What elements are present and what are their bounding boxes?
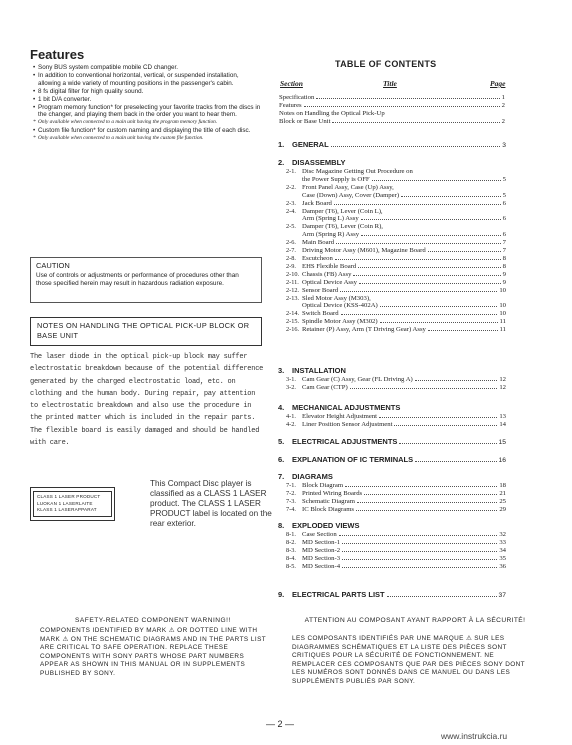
toc-entry <box>278 384 506 392</box>
dot-leader <box>334 204 501 205</box>
toc-entry <box>278 531 506 539</box>
toc-entry-title: the Power Supply is OFF <box>302 175 370 183</box>
toc-entry <box>278 295 506 303</box>
toc-entry-title: Sled Motor Assy (M303), <box>302 294 371 302</box>
toc-entry <box>278 287 506 295</box>
toc-entry-title: Chassis (FB) Assy <box>302 270 352 278</box>
toc-entry-title: Schematic Diagram <box>302 497 355 505</box>
toc-entry <box>278 539 506 547</box>
toc-section-title: EXPLODED VIEWS <box>292 521 360 530</box>
toc-entry <box>278 482 506 490</box>
toc-entry-number: 2-15. <box>286 318 300 326</box>
dot-leader <box>353 275 500 276</box>
toc-entry <box>278 231 506 239</box>
toc-section-number: 4. <box>278 403 285 412</box>
safety-warning-title-fr: ATTENTION AU COMPOSANT AYANT RAPPORT À LA SÉCURITÉ! <box>304 617 526 624</box>
toc-entry-number: 2-3. <box>286 199 296 207</box>
toc-entry-title: Front Panel Assy, Case (Up) Assy, <box>302 183 394 191</box>
toc-section <box>278 521 506 571</box>
laser-label-line: LUOKAN 1 LASERLAITE <box>37 500 93 506</box>
dot-leader <box>372 180 501 181</box>
toc-entry-page: 5 <box>502 175 506 183</box>
dot-leader <box>428 330 498 331</box>
bullet: • <box>33 127 36 135</box>
dot-leader <box>335 259 501 260</box>
dot-leader <box>361 235 501 236</box>
toc-section-heading <box>278 455 506 465</box>
toc-section-title: DIAGRAMS <box>292 472 333 481</box>
toc-entry <box>278 318 506 326</box>
bullet: • <box>33 87 36 95</box>
toc-section <box>278 455 506 465</box>
dot-leader <box>380 322 498 323</box>
toc-entry-number: 2-16. <box>286 326 300 334</box>
toc-section-heading <box>278 158 506 168</box>
toc-entry <box>278 192 506 200</box>
toc-entry-title: Optical Device (KSS-402A) <box>302 302 378 310</box>
dot-leader <box>342 551 497 552</box>
dot-leader <box>364 494 497 495</box>
toc-entry <box>278 168 506 176</box>
toc-entry-number: 8-3. <box>286 546 296 554</box>
watermark-url: www.instrukcia.ru <box>441 731 508 741</box>
toc-entry-number: 2-6. <box>286 239 296 247</box>
toc-entry-page: 12 <box>499 376 506 383</box>
toc-entry <box>278 239 506 247</box>
toc-section-page: 15 <box>498 439 506 446</box>
dot-leader <box>336 243 501 244</box>
toc-entry-title: IC Block Diagrams <box>302 505 355 513</box>
feature-item <box>33 88 263 96</box>
toc-section-number: 7. <box>278 472 285 481</box>
toc-entry <box>278 200 506 208</box>
toc-entry <box>279 94 505 102</box>
dot-leader <box>342 559 497 560</box>
toc-section <box>278 403 506 429</box>
toc-section-number: 3. <box>278 366 285 375</box>
laser-class-text: This Compact Disc player is classified as a CLASS 1 LASER product. The CLASS 1 LASER PRODUCT label is located on the rear exterior. <box>150 479 272 528</box>
toc-entry-title: Damper (T6), Lever (Coin R), <box>302 223 383 231</box>
toc-entry-page: 10 <box>499 302 506 310</box>
toc-section-heading <box>278 403 506 413</box>
toc-entry-title: Specification <box>279 94 315 101</box>
toc-entry-number: 2-5. <box>286 223 296 231</box>
toc-entry-title: Cam Gear (CTP) <box>302 383 348 391</box>
caution-heading: CAUTION <box>36 261 70 270</box>
toc-entry-title: Features <box>279 101 302 109</box>
toc-entry <box>278 263 506 271</box>
bullet: • <box>33 64 36 71</box>
toc-section-title: GENERAL <box>292 140 329 149</box>
toc-entry-title: Liner Position Sensor Adjustment <box>302 420 393 428</box>
feature-item <box>33 135 263 143</box>
toc-entry-page: 2 <box>501 101 505 109</box>
toc-entry-page: 14 <box>499 420 506 428</box>
feature-text: In addition to conventional horizontal, vertical, or suspended installation, allowing a wide variety of mounting positions in the passenger's cabin. <box>38 71 239 87</box>
dot-leader <box>332 122 499 123</box>
toc-entry-title: Jack Board <box>302 199 332 207</box>
toc-entry-page: 6 <box>502 215 506 223</box>
toc-entry-page: 9 <box>502 278 506 286</box>
toc-section-heading <box>278 366 506 376</box>
toc-section-number: 2. <box>278 158 285 167</box>
toc-entry-page: 7 <box>502 239 506 247</box>
toc-entry-number: 7-3. <box>286 497 296 505</box>
toc-entry <box>279 118 505 126</box>
toc-entry-number: 2-1. <box>286 168 296 175</box>
toc-entry-title: MD Section-3 <box>302 554 341 562</box>
toc-entry-number: 7-1. <box>286 482 296 489</box>
toc-entry-number: 2-11. <box>286 278 299 286</box>
toc-entry-title: Arm (Spring R) Assy <box>302 231 360 239</box>
toc-entry-number: 3-1. <box>286 376 296 383</box>
toc-section-page: 16 <box>498 457 506 464</box>
toc-section <box>278 158 506 334</box>
safety-warning-title: SAFETY-RELATED COMPONENT WARNING!! <box>75 617 231 624</box>
toc-entry-title: Block or Base Unit <box>279 117 331 125</box>
toc-entry-page: 21 <box>499 489 506 497</box>
dot-leader <box>359 283 501 284</box>
toc-entry <box>278 547 506 555</box>
safety-warning-text-fr: LES COMPOSANTS IDENTIFIÉS PAR UNE MARQUE ⚠ SUR LES DIAGRAMMES SCHÉMATIQUES ET LA LISTE DES PIÈCES SONT CRITIQUES POUR LA SÉCURITÉ DE FONCTIONNEMENT. NE REMPLACER CES COMPOSANTS QUE PAR DES PIÈCES SONY DONT LES NUMÉROS SONT DONNÉS DANS CE MANUEL OU DANS LES SUPPLÉMENTS PUBLIÉS PAR SONY. <box>292 635 525 685</box>
toc-section-title: ELECTRICAL PARTS LIST <box>292 590 385 599</box>
toc-entry-page: 13 <box>499 413 506 420</box>
dot-leader <box>415 461 496 462</box>
toc-entry-page: 35 <box>499 554 506 562</box>
toc-entry-page: 9 <box>502 270 506 278</box>
toc-entry-title: Printed Wiring Boards <box>302 489 363 497</box>
toc-entry-title: Block Diagram <box>302 482 344 489</box>
toc-entry-page: 11 <box>499 326 506 334</box>
toc-section-number: 5. <box>278 437 285 446</box>
dot-leader <box>394 425 497 426</box>
toc-entry <box>278 498 506 506</box>
toc-entry-number: 4-1. <box>286 413 296 420</box>
caution-box <box>30 257 262 303</box>
toc-entry-number: 4-2. <box>286 420 296 428</box>
toc-entry <box>278 176 506 184</box>
dot-leader <box>401 196 501 197</box>
toc-entry-title: Elevator Height Adjustment <box>302 413 378 420</box>
toc-entry <box>278 421 506 429</box>
dot-leader <box>342 543 497 544</box>
toc-section <box>278 366 506 392</box>
toc-entry-page: 8 <box>502 254 506 262</box>
toc-entry-page: 1 <box>501 94 505 101</box>
toc-entry <box>278 255 506 263</box>
toc-entry-number: 2-14. <box>286 310 300 318</box>
dot-leader <box>399 443 496 444</box>
toc-column-title: Title <box>383 79 397 88</box>
dot-leader <box>339 535 498 536</box>
toc-section-heading <box>278 140 506 150</box>
bullet: • <box>33 95 36 103</box>
toc-section-number: 1. <box>278 140 285 149</box>
feature-item <box>33 127 263 135</box>
dot-leader <box>304 106 500 107</box>
toc-entry <box>278 184 506 192</box>
toc-section-heading <box>278 590 506 600</box>
dot-leader <box>345 486 497 487</box>
toc-entry <box>279 102 505 110</box>
dot-leader <box>316 98 499 99</box>
bullet: • <box>33 71 36 79</box>
toc-entry-title: Optical Device Assy <box>302 278 357 286</box>
toc-entry-number: 2-10. <box>286 270 300 278</box>
toc-section-page: 37 <box>498 592 506 599</box>
laser-label-line: CLASS 1 LASER PRODUCT <box>37 494 101 499</box>
toc-entry-number: 3-2. <box>286 383 296 391</box>
toc-entry <box>279 110 505 118</box>
toc-entry-title: EHS Flexible Board <box>302 262 357 270</box>
toc-entry-title: Spindle Motor Assy (M302) <box>302 318 378 326</box>
bullet: * <box>33 135 36 142</box>
toc-section-title: INSTALLATION <box>292 366 346 375</box>
toc-section-page: 3 <box>502 142 506 149</box>
toc-section <box>278 140 506 150</box>
toc-entry <box>278 555 506 563</box>
toc-section-title: EXPLANATION OF IC TERMINALS <box>292 455 414 464</box>
dot-leader <box>357 502 497 503</box>
toc-entry-page: 29 <box>499 505 506 513</box>
toc-entry <box>278 506 506 514</box>
toc-entry-number: 2-13. <box>286 294 300 302</box>
toc-entry <box>278 563 506 571</box>
toc-entry-title: Escutcheon <box>302 254 333 262</box>
dot-leader <box>340 291 497 292</box>
toc-entry-page: 6 <box>502 199 506 207</box>
toc-section-title: ELECTRICAL ADJUSTMENTS <box>292 437 398 446</box>
toc-entry-number: 2-4. <box>286 207 296 215</box>
toc-section-heading <box>278 472 506 482</box>
toc-entry-number: 2-2. <box>286 183 296 191</box>
toc-entry <box>278 413 506 421</box>
toc-intro-list <box>279 94 505 126</box>
toc-entry-page: 36 <box>499 562 506 570</box>
toc-entry-number: 2-12. <box>286 286 300 294</box>
toc-entry <box>278 326 506 334</box>
dot-leader <box>341 314 498 315</box>
laser-class-label <box>30 487 115 521</box>
feature-text: 8 fs digital filter for high quality sound. <box>38 87 144 95</box>
toc-entry <box>278 208 506 216</box>
feature-text: Sony BUS system compatible mobile CD changer. <box>38 64 178 71</box>
feature-text: Only available when connected to a main unit having the custom file function. <box>38 135 204 142</box>
toc-entry-title: MD Section-1 <box>302 538 341 546</box>
toc-entry-page: 18 <box>499 482 506 489</box>
toc-entry-page: 12 <box>499 383 506 391</box>
dot-leader <box>356 510 497 511</box>
toc-entry-number: 7-4. <box>286 505 296 513</box>
toc-entry-title: Main Board <box>302 239 335 247</box>
toc-entry <box>278 302 506 310</box>
toc-entry-number: 2-8. <box>286 254 296 262</box>
toc-entry-title: Disc Magazine Getting Out Procedure on <box>302 168 413 175</box>
toc-entry-title: Arm (Spring L) Assy <box>302 215 359 223</box>
toc-entry-page: 33 <box>499 538 506 546</box>
dot-leader <box>379 417 497 418</box>
toc-entry-page: 5 <box>502 191 506 199</box>
toc-entry-page: 2 <box>501 117 505 125</box>
feature-text: Only available when connected to a main unit having the program memory function. <box>38 119 218 126</box>
toc-entry-number: 8-1. <box>286 531 296 538</box>
toc-entry-title: Retainer (P) Assy, Arm (T Driving Gear) Assy <box>302 326 426 334</box>
toc-entry-number: 8-2. <box>286 538 296 546</box>
toc-section <box>278 590 506 600</box>
toc-entry-page: 10 <box>499 286 506 294</box>
dot-leader <box>331 146 501 147</box>
toc-section-heading <box>278 521 506 531</box>
features-list <box>33 64 263 143</box>
toc-section-number: 9. <box>278 590 285 599</box>
safety-warning-text: COMPONENTS IDENTIFIED BY MARK ⚠ OR DOTTED LINE WITH MARK ⚠ ON THE SCHEMATIC DIAGRAMS AND IN THE PARTS LIST ARE CRITICAL TO SAFE OPERATION. REPLACE THESE COMPONENTS WITH SONY PARTS WHOSE PART NUMBERS APPEAR AS SHOWN IN THIS MANUAL OR IN SUPPLEMENTS PUBLISHED BY SONY. <box>40 627 267 677</box>
optical-notes-heading: NOTES ON HANDLING THE OPTICAL PICK-UP BLOCK OR BASE UNIT <box>30 317 262 346</box>
toc-section <box>278 472 506 514</box>
feature-text: Program memory function* for preselecting your favorite tracks from the discs in the changer, and playing them back in the order you want to hear them. <box>38 103 261 119</box>
dot-leader <box>415 380 498 381</box>
bullet: * <box>33 119 36 126</box>
toc-entry-title: Case (Down) Assy, Cover (Damper) <box>302 191 400 199</box>
toc-entry <box>278 223 506 231</box>
toc-entry-number: 8-5. <box>286 562 296 570</box>
toc-entry-number: 7-2. <box>286 489 296 497</box>
toc-column-section: Section <box>280 79 303 88</box>
toc-entry <box>278 490 506 498</box>
toc-entry-title: MD Section-2 <box>302 546 341 554</box>
toc-entry <box>278 247 506 255</box>
dot-leader <box>350 388 498 389</box>
toc-title: TABLE OF CONTENTS <box>335 59 437 69</box>
dot-leader <box>380 306 498 307</box>
toc-entry-title: Cam Gear (C) Assy, Gear (FL Driving A) <box>302 376 413 383</box>
page-number: — 2 — <box>266 719 295 729</box>
toc-entry-page: 6 <box>502 231 506 239</box>
toc-entry-title: Notes on Handling the Optical Pick-Up <box>279 109 385 117</box>
laser-label-line: KLASS 1 LASERAPPARAT <box>37 507 97 512</box>
feature-item <box>33 119 263 127</box>
toc-entry-page: 32 <box>499 531 506 538</box>
feature-text: 1 bit D/A converter. <box>38 95 92 103</box>
dot-leader <box>361 219 501 220</box>
toc-entry <box>278 310 506 318</box>
toc-entry-page: 8 <box>502 262 506 270</box>
feature-item <box>33 64 263 72</box>
toc-column-page: Page <box>490 79 506 88</box>
toc-section-number: 8. <box>278 521 285 530</box>
optical-notes-paragraph: The laser diode in the optical pick-up block may suffer electrostatic breakdown because of the potential difference generated by the charged electrostatic load, etc. on clothing and the human body. During repair, pay attention to electrostatic breakdown and also use the procedure in the printed matter which is included in the repair parts. The flexible board is easily damaged and should be handled with care. <box>30 353 264 448</box>
toc-entry <box>278 376 506 384</box>
toc-entry-page: 7 <box>502 247 506 255</box>
toc-entry-page: 11 <box>499 318 506 326</box>
feature-text: Custom file function* for custom naming and displaying the title of each disc. <box>38 127 251 135</box>
toc-entry-title: Case Section <box>302 531 337 538</box>
toc-entry-page: 34 <box>499 546 506 554</box>
toc-entry-title: Switch Board <box>302 310 339 318</box>
toc-entry-title: Driving Motor Assy (M601), Magazine Board <box>302 247 426 255</box>
toc-section-heading <box>278 437 506 447</box>
feature-item <box>33 72 263 88</box>
dot-leader <box>358 267 500 268</box>
dot-leader <box>342 567 497 568</box>
toc-entry <box>278 271 506 279</box>
feature-item <box>33 96 263 104</box>
toc-section <box>278 437 506 447</box>
bullet: • <box>33 103 36 111</box>
features-heading: Features <box>30 47 85 62</box>
toc-entry-title: Damper (T6), Lever (Coin L), <box>302 207 383 215</box>
toc-entry-title: MD Section-4 <box>302 562 341 570</box>
toc-section-number: 6. <box>278 455 285 464</box>
dot-leader <box>428 251 501 252</box>
toc-entry <box>278 279 506 287</box>
toc-entry-page: 10 <box>499 310 506 318</box>
caution-text: Use of controls or adjustments or performance of procedures other than those specified herein may result in hazardous radiation exposure. <box>36 272 239 288</box>
toc-section-title: DISASSEMBLY <box>292 158 346 167</box>
toc-entry <box>278 215 506 223</box>
dot-leader <box>387 596 497 597</box>
toc-entry-number: 2-9. <box>286 262 296 270</box>
feature-item <box>33 104 263 120</box>
toc-entry-number: 8-4. <box>286 554 296 562</box>
toc-entry-page: 25 <box>499 497 506 505</box>
toc-entry-title: Sensor Board <box>302 286 339 294</box>
toc-section-title: MECHANICAL ADJUSTMENTS <box>292 403 401 412</box>
toc-entry-number: 2-7. <box>286 247 296 255</box>
